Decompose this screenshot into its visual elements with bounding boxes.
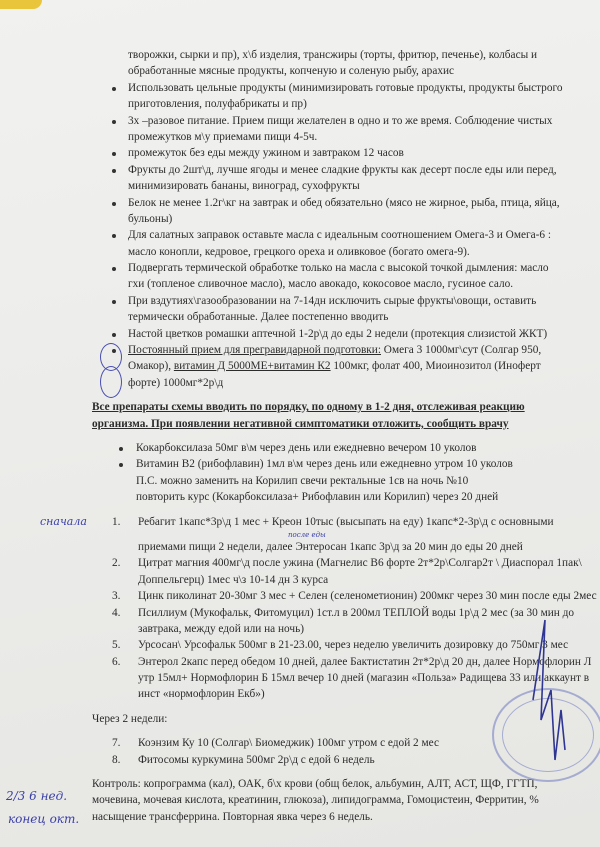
text: Ребагит 1капс*3р\д 1 мес + Креон 10тыс (высыпать на еду) 1капс*2-3р\д с основными bbox=[138, 515, 554, 528]
warning-line: Все препараты схемы вводить по порядку, по одному в 1-2 дня, отслеживая реакцию bbox=[92, 401, 525, 414]
text-line: П.С. можно заменить на Корилип свечи ректальные 1св на ночь №10 bbox=[136, 474, 469, 487]
list-item bbox=[0, 654, 600, 670]
list-item bbox=[0, 555, 600, 571]
underlined-text: Постоянный прием для прегравидарной подготовки: bbox=[128, 344, 381, 357]
text-line: повторить курс (Кокарбоксилаза+ Рибофлавин или Корилип) через 20 дней bbox=[136, 491, 499, 504]
injections-list bbox=[0, 440, 600, 506]
list-item bbox=[0, 113, 600, 146]
item-number: 3. bbox=[112, 590, 121, 603]
text-line: Для салатных заправок оставьте масла с идеальным соотношением Омега-3 и Омега-6 : bbox=[0, 227, 600, 243]
handwritten-note-weeks: 2/3 6 нед. bbox=[6, 789, 68, 803]
scheme-list bbox=[0, 514, 600, 703]
text-line: промежуток без еды между ужином и завтраком 12 часов bbox=[0, 145, 600, 161]
text-line: обработанные мясные продукты, копченую и соленую рыбу, арахис bbox=[128, 65, 455, 78]
text-line: завтрака, между едой или на ночь) bbox=[138, 622, 304, 635]
text-line: термически обработанные. Далее постепенно вводить bbox=[128, 311, 389, 324]
list-item bbox=[0, 514, 600, 530]
list-item bbox=[0, 637, 600, 653]
text-line: Доппельгерц) 1мес ч\з 10-14 дн 3 курса bbox=[138, 573, 329, 586]
text: Энтерол 2капс перед обедом 10 дней, далее Бактистатин 2т*2р\д 20 дн, далее Нормофлорин Л bbox=[138, 655, 592, 668]
list-item: Кокарбоксилаза 50мг в\м через день или ежедневно вечером 10 уколов bbox=[0, 440, 600, 456]
list-item bbox=[0, 588, 600, 604]
list-item: Витамин В2 (рибофлавин) 1мл в\м через день или ежедневно утром 10 уколов bbox=[0, 456, 600, 472]
text-line: Фрукты до 2шт\д, лучше ягоды и менее сладкие фрукты как десерт после еды или перед, bbox=[0, 162, 600, 178]
text-line: промежутков м\у приемами пищи 4-5ч. bbox=[128, 130, 318, 143]
section-label: Через 2 недели: bbox=[92, 712, 168, 725]
text: Омакор), bbox=[128, 360, 174, 373]
item-number: 2. bbox=[112, 557, 121, 570]
text-line: Настой цветков ромашки аптечной 1-2р\д до еды 2 недели (протекция слизистой ЖКТ) bbox=[0, 326, 600, 342]
item-number: 4. bbox=[112, 606, 121, 619]
list-item bbox=[0, 227, 600, 260]
text: 100мкг, фолат 400, Миоинозитол (Иноферт bbox=[330, 360, 541, 373]
text: Цинк пиколинат 20-30мг 3 мес + Селен (селенометионин) 200мкг через 30 мин после еды 2мес bbox=[138, 590, 597, 603]
text-line: 3х –разовое питание. Прием пищи желателен в одно и то же время. Соблюдение чистых bbox=[0, 113, 600, 129]
text-line: творожки, сырки и пр), х\б изделия, трансжиры (торты, фритюр, печенье), колбасы и bbox=[128, 49, 538, 61]
list-item bbox=[0, 326, 600, 342]
handwritten-note-end: конец окт. bbox=[8, 812, 80, 826]
text-line: гхи (топленое сливочное масло), масло авокадо, кокосовое масло, гусиное сало. bbox=[128, 278, 514, 291]
text-line: Использовать цельные продукты (минимизировать готовые продукты, продукты быстрого bbox=[0, 80, 600, 96]
item-number: 7. bbox=[112, 737, 121, 750]
list-item-pregravid bbox=[0, 342, 600, 391]
text: Цитрат магния 400мг\д после ужина (Магнелис В6 форте 2т*2р\Солгар2т \ Диаспорал 1пак\ bbox=[138, 557, 582, 570]
handwritten-circle bbox=[100, 366, 122, 398]
text-line: Подвергать термической обработке только на масла с высокой точкой дымления: масло bbox=[0, 260, 600, 276]
control-line: насыщение трансферрина. Повторная явка через 6 недель. bbox=[92, 810, 373, 823]
text-line: Белок не менее 1.2г\кг на завтрак и обед обязательно (мясо не жирное, рыба, птица, яйца, bbox=[0, 195, 600, 211]
text-line: масло конопли, кедровое, грецкого ореха и оливковое (богато омега-9). bbox=[128, 245, 470, 258]
list-item bbox=[0, 145, 600, 161]
list-item bbox=[0, 195, 600, 228]
list-item bbox=[0, 260, 600, 293]
text-line bbox=[0, 358, 600, 374]
control-line: мочевина, мочевая кислота, креатинин, глюкоза), липидограмма, Гомоцистеин, Ферритин, % bbox=[92, 794, 539, 807]
text-line: инст «нормофлорин Екб») bbox=[138, 688, 265, 701]
underlined-text: витамин Д 5000МЕ+витамин К2 bbox=[173, 360, 331, 373]
list-item bbox=[0, 80, 600, 113]
signature bbox=[515, 600, 575, 780]
list-item bbox=[0, 293, 600, 326]
list-item bbox=[0, 162, 600, 195]
text: Коэнзим Ку 10 (Солгар\ Биомеджик) 100мг утром с едой 2 мес bbox=[138, 737, 439, 750]
item-number: 8. bbox=[112, 753, 121, 766]
warning-line: организма. При появлении негативной симптоматики отложить, сообщить врачу bbox=[92, 417, 509, 430]
control-line: Контроль: копрограмма (кал), ОАК, б\х крови (общ белок, альбумин, АЛТ, АСТ, ЩФ, ГГТП, bbox=[92, 778, 538, 791]
text-line: форте) 1000мг*2р\д bbox=[128, 376, 224, 389]
text: Омега 3 1000мг\сут (Солгар 950, bbox=[380, 344, 542, 357]
text-line: При вздутиях\газообразовании на 7-14дн исключить сырые фрукты\овощи, оставить bbox=[0, 293, 600, 309]
handwritten-note-after-meal: после еды bbox=[288, 531, 326, 539]
list-item bbox=[0, 605, 600, 621]
text: Фитосомы куркумина 500мг 2р\д с едой 6 недель bbox=[138, 753, 375, 766]
text-line: бульоны) bbox=[128, 212, 173, 225]
item-number: 5. bbox=[112, 639, 121, 652]
yellow-corner-object bbox=[0, 0, 42, 9]
handwritten-note-first: сначала bbox=[40, 515, 87, 528]
text-line: приемами пищи 2 недели, далее Энтеросан 1капс 3р\д за 20 мин до еды 20 дней bbox=[138, 540, 523, 553]
text-line: утр 15мл+ Нормофлорин Б 15мл вечер 10 дней (магазин «Польза» Радищева 33 или аккаунт в bbox=[138, 672, 590, 685]
item-number: 1. bbox=[112, 515, 121, 528]
text-line: минимизировать бананы, виноград, сухофрукты bbox=[128, 180, 360, 193]
text: Урсосан\ Урсофальк 500мг в 21-23.00, через неделю увеличить дозировку до 750мг 3 мес bbox=[138, 639, 569, 652]
item-number: 6. bbox=[112, 655, 121, 668]
text-line bbox=[0, 342, 600, 358]
text: Псиллиум (Мукофальк, Фитомуцил) 1ст.л в 200мл ТЕПЛОЙ воды 1р\д 2 мес (за 30 мин до bbox=[138, 606, 575, 619]
text-line: приготовления, полуфабрикаты и пр) bbox=[128, 98, 307, 111]
